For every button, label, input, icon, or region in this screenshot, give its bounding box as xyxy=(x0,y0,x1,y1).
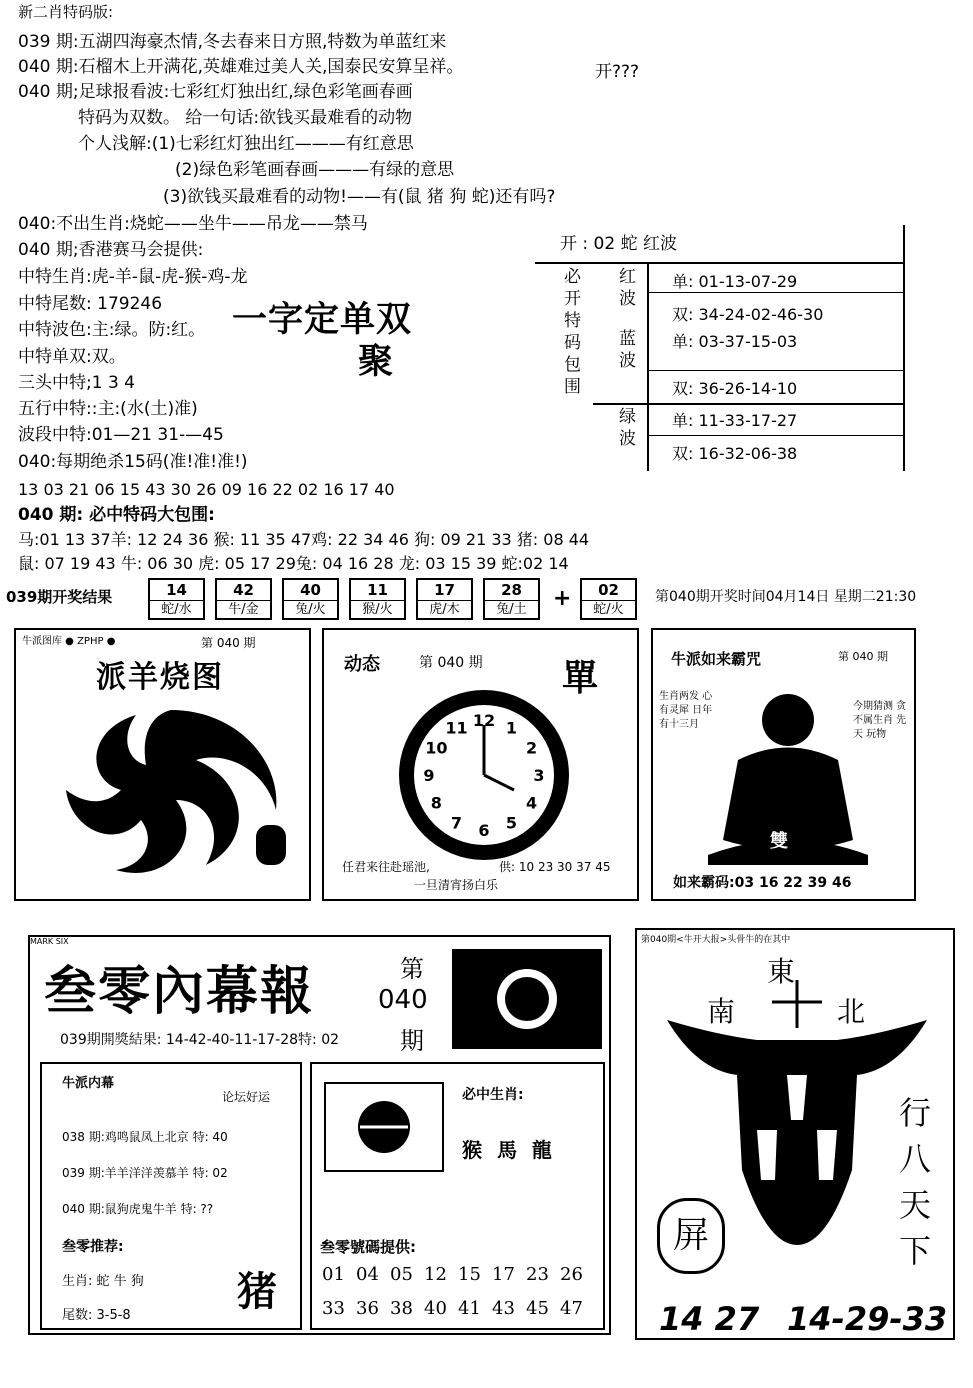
clock-number: 1 xyxy=(505,718,518,738)
buddha-image xyxy=(703,690,873,870)
panel-d-emblem xyxy=(452,949,602,1049)
number-cell: 45 xyxy=(526,1298,549,1319)
special-line: 五行中特::主:(水(土)准) xyxy=(18,399,198,419)
panel-a-tags: 牛派图库 ● ZPHP ● xyxy=(22,636,116,647)
page-title: 新二肖特码版: xyxy=(18,3,114,21)
panel-d-numbers-row xyxy=(322,1298,594,1319)
panel-e-left-glyph: 屏 xyxy=(657,1198,725,1274)
wave-blue-double: 双: 36-26-14-10 xyxy=(672,379,798,398)
number-cell: 23 xyxy=(526,1264,549,1285)
panel-d-recommend-label: 叁零推荐: xyxy=(62,1239,124,1255)
clock-number: 5 xyxy=(505,813,518,833)
clock-number: 11 xyxy=(445,718,468,738)
panel-e-bottom-left: 14 27 xyxy=(659,1300,760,1338)
number-cell: 40 xyxy=(424,1298,447,1319)
panel-e-bottom-right: 14-29-33 xyxy=(787,1300,948,1338)
prediction-line: (3)欲钱买最难看的动物!——有(鼠 猪 狗 蛇)还有吗? xyxy=(163,187,556,207)
clock-number: 2 xyxy=(526,738,538,758)
slogan-line2: 聚 xyxy=(358,341,394,382)
clock-number: 9 xyxy=(423,766,435,785)
panel-d-history-row: 039 期:羊羊洋洋羡慕羊 特: 02 xyxy=(62,1166,228,1180)
panel-d-title: 叁零內幕報 xyxy=(44,961,315,1022)
number-cell: 15 xyxy=(458,1264,481,1285)
panel-e xyxy=(635,928,955,1340)
panel-b-title: 动态 xyxy=(344,654,380,675)
panel-c-right-note: 今期猜测 贪 不属生肖 先天 玩物 xyxy=(853,701,907,740)
panel-d-must-zodiacs: 猴 馬 龍 xyxy=(462,1138,556,1162)
panel-e-header: 第040期<牛开大报>头骨牛的在其中 xyxy=(641,935,791,945)
panel-d-recommend-tail: 尾数: 3-5-8 xyxy=(62,1308,131,1323)
clock-number: 8 xyxy=(430,793,442,813)
swirl-image xyxy=(46,690,296,890)
prediction-line: (2)绿色彩笔画春画———有绿的意思 xyxy=(175,160,455,180)
special-line: 波段中特:01—21 31-—45 xyxy=(18,425,224,445)
panel-d-issue-top: 第 xyxy=(400,955,424,983)
wave-red-double: 双: 34-24-02-46-30 xyxy=(672,305,824,324)
next-draw-time: 第040期开奖时间04月14日 星期二21:30 xyxy=(655,589,917,605)
wave-color-red: 红波 xyxy=(615,267,635,311)
wave-green-double: 双: 16-32-06-38 xyxy=(672,444,798,463)
panel-d-history-box xyxy=(40,1062,302,1330)
panel-d-numbers-row xyxy=(322,1264,594,1285)
panel-c-left-note: 生肖两发 心有灵犀 日年有十三月 xyxy=(659,691,713,730)
panel-c-numbers: 如来霸码:03 16 22 39 46 xyxy=(673,875,852,891)
panel-d-must-label: 必中生肖: xyxy=(462,1087,524,1103)
panel-b xyxy=(322,628,639,901)
package-title: 040 期: 必中特码大包围: xyxy=(18,505,215,525)
panel-b-issue: 第 040 期 xyxy=(419,655,483,671)
wave-color-green: 绿波 xyxy=(615,407,635,451)
panel-b-badge: 單 xyxy=(562,657,599,699)
special-line: 中特生肖:虎-羊-鼠-虎-猴-鸡-龙 xyxy=(18,267,248,287)
number-cell: 36 xyxy=(356,1298,379,1319)
clock-number: 4 xyxy=(526,793,538,813)
compass-north: 北 xyxy=(837,995,866,1028)
number-cell: 01 xyxy=(322,1264,345,1285)
wave-side-label: 必开特码包围 xyxy=(560,267,580,399)
panel-a-issue: 第 040 期 xyxy=(201,636,256,650)
special-line: 中特单双:双。 xyxy=(18,347,126,367)
panel-d-history-row: 040 期:鼠狗虎鬼牛羊 特: ?? xyxy=(62,1202,214,1216)
clock-number: 3 xyxy=(533,766,545,785)
clock-number: 12 xyxy=(472,711,496,730)
panel-d-history-row: 038 期:鸡鸣鼠凤上北京 特: 40 xyxy=(62,1130,228,1144)
result-ball: 17 虎/木 xyxy=(416,578,473,620)
wave-green-single: 单: 11-33-17-27 xyxy=(672,411,798,430)
number-cell: 41 xyxy=(458,1298,481,1319)
result-ball: 14 蛇/水 xyxy=(148,578,205,620)
panel-c xyxy=(651,628,916,901)
result-ball: 42 牛/金 xyxy=(215,578,272,620)
panel-a xyxy=(14,628,311,901)
panel-b-caption2: 一旦清宵扬白乐 xyxy=(414,878,499,892)
panel-a-title: 派羊烧图 xyxy=(96,660,224,695)
panel-d-number-box xyxy=(310,1062,605,1330)
kill-numbers: 13 03 21 06 15 43 30 26 09 16 22 02 16 17 40 xyxy=(18,480,395,499)
hk-provided-line: 040 期;香港赛马会提供: xyxy=(18,240,204,260)
clock-number: 10 xyxy=(425,738,448,758)
panel-d-banner: MARK SIX xyxy=(30,937,69,946)
number-cell: 43 xyxy=(492,1298,515,1319)
not-out-line: 040:不出生肖:烧蛇——坐牛——吊龙——禁马 xyxy=(18,214,368,234)
panel-d-issue-bot: 期 xyxy=(400,1027,424,1055)
panel-c-issue: 第 040 期 xyxy=(838,650,888,663)
clock-number: 6 xyxy=(478,821,490,840)
prediction-line: 特码为双数。 给一句话:欲钱买最难看的动物 xyxy=(78,108,413,128)
number-cell: 26 xyxy=(560,1264,583,1285)
panel-d-issue-num: 040 xyxy=(378,985,428,1015)
compass-south: 南 xyxy=(707,995,736,1028)
special-line: 三头中特;1 3 4 xyxy=(18,373,135,393)
prediction-line: 040 期:石榴木上开满花,英雄难过美人关,国泰民安算呈祥。 xyxy=(18,57,464,77)
number-cell: 05 xyxy=(390,1264,413,1285)
slogan-line1: 一字定单双 xyxy=(232,299,413,340)
panel-d-number-label: 叁零號碼提供: xyxy=(320,1238,416,1256)
prediction-line: 040 期;足球报看波:七彩红灯独出红,绿色彩笔画春画 xyxy=(18,82,413,102)
result-special-ball: 02 蛇/火 xyxy=(580,578,637,620)
panel-e-right-text: 行 八 天 下 xyxy=(899,1094,932,1270)
wave-color-blue: 蓝波 xyxy=(615,329,635,373)
plus-sign: + xyxy=(553,586,572,611)
special-line: 中特波色:主:绿。防:红。 xyxy=(18,320,206,340)
number-cell: 12 xyxy=(424,1264,447,1285)
number-cell: 33 xyxy=(322,1298,345,1319)
result-ball: 11 猴/火 xyxy=(349,578,406,620)
special-line: 中特尾数: 179246 xyxy=(18,294,163,314)
clock-image xyxy=(389,685,579,865)
number-cell: 47 xyxy=(560,1298,583,1319)
panel-d-box-sub: 论坛好运 xyxy=(222,1090,271,1104)
panel-d-prev-result: 039期開獎結果: 14-42-40-11-17-28特: 02 xyxy=(60,1032,340,1048)
compass-east: 東 xyxy=(767,955,796,988)
wave-table xyxy=(535,225,905,471)
panel-d-big-zodiac: 猪 xyxy=(237,1268,277,1315)
panel-c-title: 牛派如来霸咒 xyxy=(671,650,762,668)
result-ball: 40 兔/火 xyxy=(282,578,339,620)
package-row: 马:01 13 37羊: 12 24 36 猴: 11 35 47鸡: 22 34 46 狗: 09 21 33 猪: 08 44 xyxy=(18,530,590,549)
prediction-line: 039 期:五湖四海豪杰情,冬去春来日方照,特数为单蓝红来 xyxy=(18,32,447,52)
prediction-line: 个人浅解:(1)七彩红灯独出红———有红意思 xyxy=(78,134,414,154)
number-cell: 17 xyxy=(492,1264,515,1285)
results-label: 039期开奖结果 xyxy=(6,588,113,606)
wave-blue-single: 单: 03-37-15-03 xyxy=(672,332,798,351)
package-row: 鼠: 07 19 43 牛: 06 30 虎: 05 17 29兔: 04 16 28 龙: 03 15 39 蛇:02 14 xyxy=(18,554,569,573)
panel-b-caption1: 任君来往赴瑶池, xyxy=(342,860,430,874)
panel-c-badge: 雙 xyxy=(770,831,788,852)
wave-open-line: 开 : 02 蛇 红波 xyxy=(560,234,677,254)
result-ball: 28 兔/土 xyxy=(483,578,540,620)
clock-number: 7 xyxy=(450,813,463,833)
panel-d-recommend-zodiac: 生肖: 蛇 牛 狗 xyxy=(62,1274,144,1289)
number-cell: 38 xyxy=(390,1298,413,1319)
number-cell: 04 xyxy=(356,1264,379,1285)
panel-d xyxy=(28,935,611,1335)
open-mark: 开??? xyxy=(595,62,640,82)
panel-d-logo-box xyxy=(324,1082,444,1172)
wave-red-single: 单: 01-13-07-29 xyxy=(672,272,798,291)
special-line: 040:每期绝杀15码(准!准!准!) xyxy=(18,452,248,472)
panel-b-supply: 供: 10 23 30 37 45 xyxy=(499,860,611,874)
panel-d-box-heading: 牛派内幕 xyxy=(62,1076,115,1091)
